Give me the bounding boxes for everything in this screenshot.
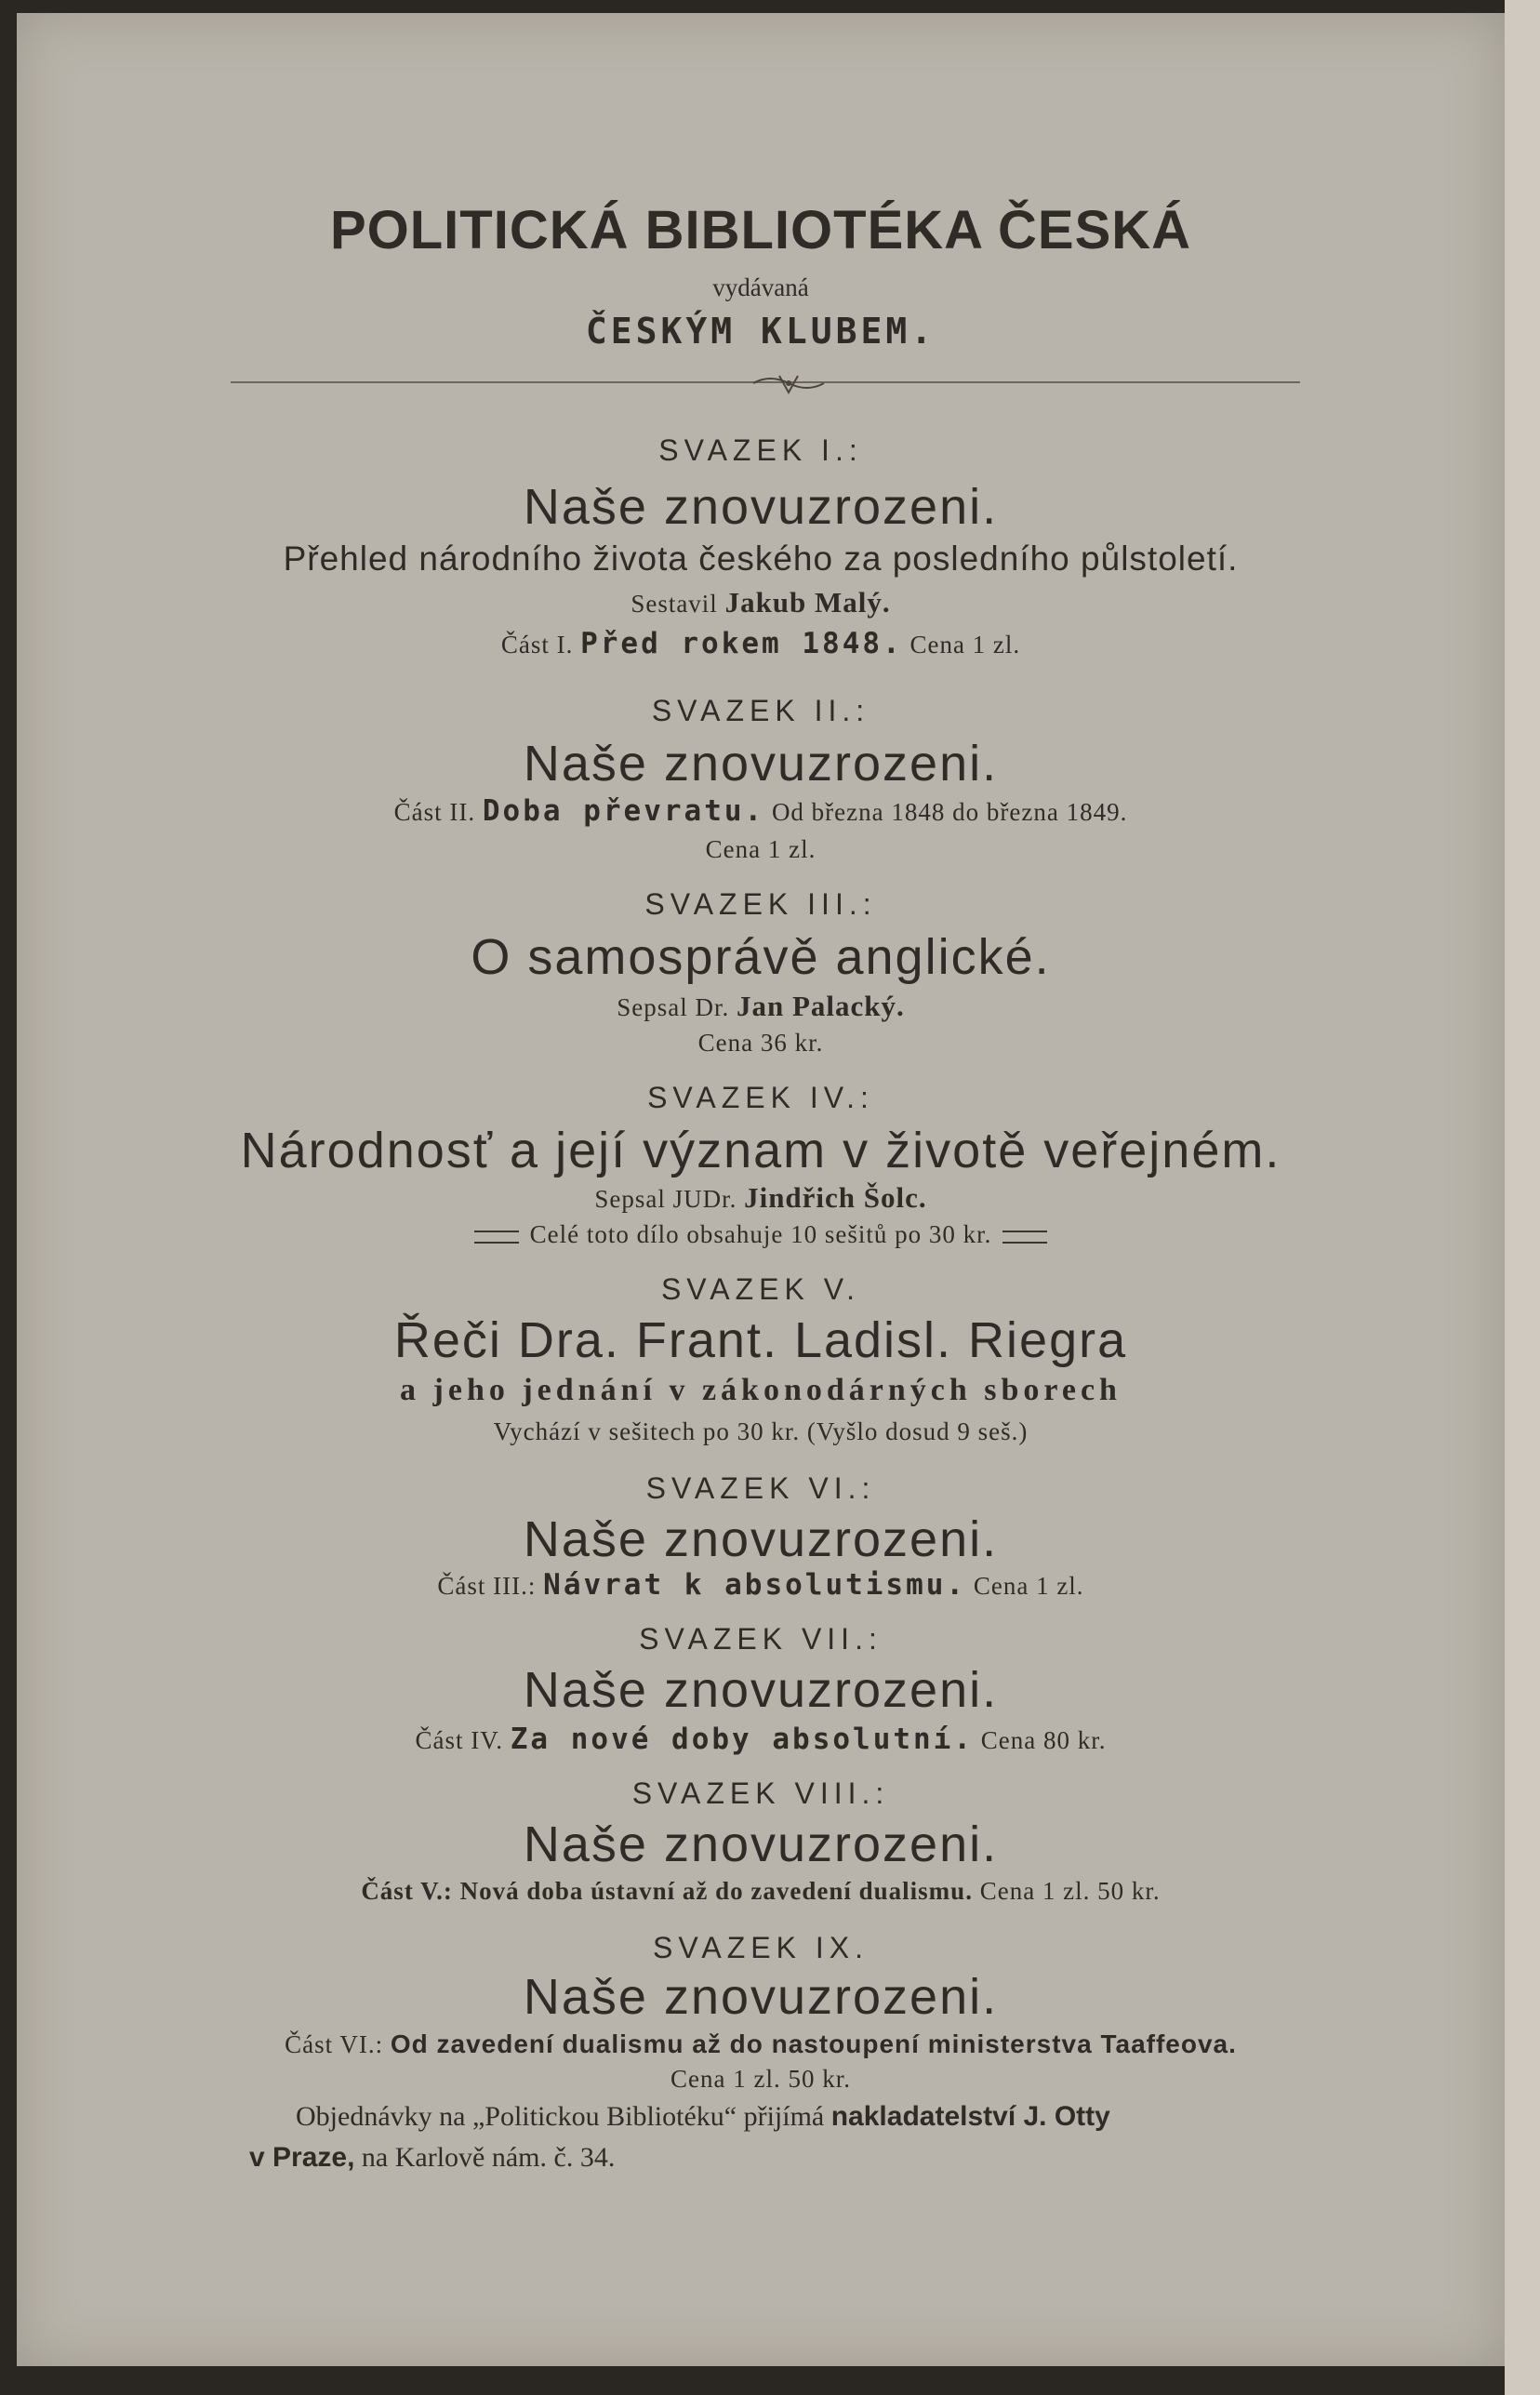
volume-4-title: Národnosť a její význam v životě veřejném. — [240, 1123, 1281, 1178]
volume-7-title: Naše znovuzrozeni. — [523, 1662, 999, 1718]
page-edge — [1505, 0, 1540, 2395]
volume-3-author: Sepsal Dr. Jan Palacký. — [617, 990, 905, 1022]
volume-5-label: SVAZEK V. — [660, 1272, 861, 1306]
volume-9-part: Část VI.: Od zavedení dualismu až do nastoupení ministerstva Taaffeova. — [285, 2029, 1237, 2058]
volume-2-title: Naše znovuzrozeni. — [523, 736, 999, 792]
volume-3-price: Cena 36 kr. — [697, 1029, 824, 1057]
volume-1-label: SVAZEK I.: — [658, 433, 863, 467]
volume-8-part: Část V.: Nová doba ústavní až do zavedení dualismu. Cena 1 zl. 50 kr. — [361, 1877, 1161, 1905]
volume-6-title: Naše znovuzrozeni. — [523, 1511, 999, 1567]
volume-1-compiler: Sestavil Jakub Malý. — [631, 586, 891, 619]
order-line-2: v Praze, na Karlově nám. č. 34. — [249, 2142, 616, 2173]
volume-7-label: SVAZEK VII.: — [639, 1622, 883, 1656]
volume-6-label: SVAZEK VI.: — [645, 1471, 876, 1505]
volume-3-label: SVAZEK III.: — [644, 887, 877, 921]
volume-4-author: Sepsal JUDr. Jindřich Šolc. — [594, 1181, 927, 1214]
volume-2-part: Část II. Doba převratu. Od března 1848 do března 1849. — [393, 794, 1128, 828]
volume-8-title: Naše znovuzrozeni. — [523, 1816, 999, 1872]
document-page — [17, 13, 1505, 2366]
page-subtitle: vydávaná — [712, 273, 809, 301]
publisher-name: ČESKÝM KLUBEM. — [585, 311, 936, 352]
volume-5-subtitle: a jeho jednání v zákonodárných sborech — [400, 1373, 1122, 1407]
volume-4-label: SVAZEK IV.: — [647, 1081, 874, 1114]
volume-1-subtitle: Přehled národního života českého za posledního půlstoletí. — [283, 539, 1239, 578]
order-info — [249, 2096, 1365, 2178]
volume-4-note: Celé toto dílo obsahuje 10 sešitů po 30 kr. — [17, 1220, 1505, 1249]
volume-5-title: Řeči Dra. Frant. Ladisl. Riegra — [393, 1312, 1128, 1368]
volume-5-note: Vychází v sešitech po 30 kr. (Vyšlo dosud 9 seš.) — [493, 1417, 1029, 1445]
dash-left — [474, 1231, 519, 1244]
volume-2-price: Cena 1 zl. — [705, 835, 816, 863]
volume-9-price: Cena 1 zl. 50 kr. — [670, 2065, 851, 2093]
volume-6-part: Část III.: Návrat k absolutismu. Cena 1 zl. — [437, 1568, 1084, 1602]
ornament-icon — [751, 370, 826, 398]
volume-3-title: O samosprávě anglické. — [471, 929, 1051, 985]
volume-9-title: Naše znovuzrozeni. — [523, 1969, 999, 2025]
volume-1-title: Naše znovuzrozeni. — [523, 479, 999, 535]
volume-9-label: SVAZEK IX. — [653, 1931, 869, 1964]
volume-7-part: Část IV. Za nové doby absolutní. Cena 80 kr. — [415, 1723, 1107, 1756]
volume-2-label: SVAZEK II.: — [651, 694, 870, 727]
page-title: POLITICKÁ BIBLIOTÉKA ČESKÁ — [329, 200, 1192, 260]
volume-8-label: SVAZEK VIII.: — [631, 1776, 890, 1810]
volume-1-part: Část I. Před rokem 1848. Cena 1 zl. — [500, 627, 1021, 660]
order-line-1: Objednávky na „Politickou Bibliotéku“ přijímá nakladatelství J. Otty — [296, 2101, 1110, 2132]
dash-right — [1002, 1231, 1047, 1244]
